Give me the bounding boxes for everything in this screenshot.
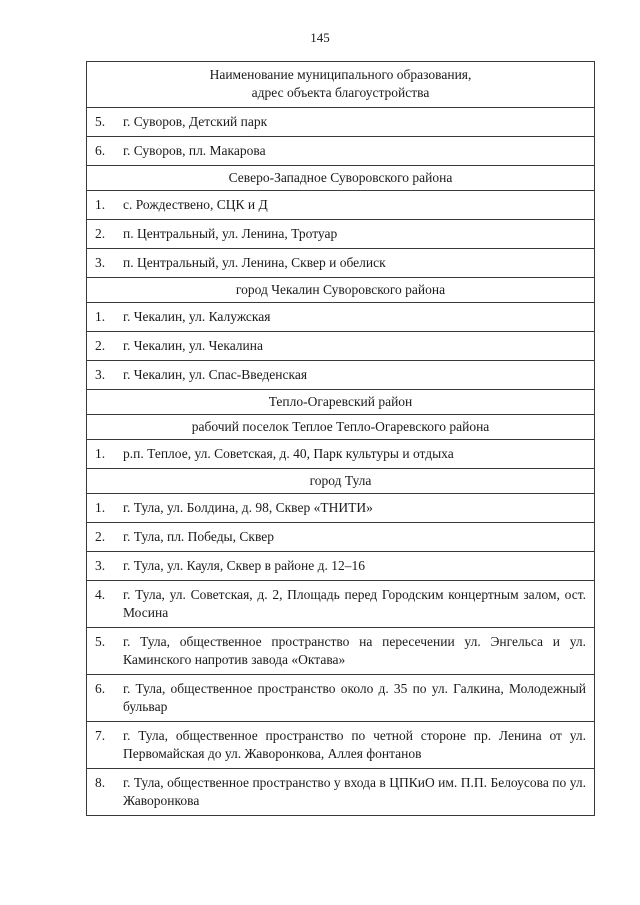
row-address: г. Тула, общественное пространство по четной стороне пр. Ленина от ул. Первомайская до ул. Жаворонкова, Аллея фонтанов <box>123 728 586 761</box>
row-number: 5. <box>95 114 106 129</box>
table-header-row <box>87 62 595 108</box>
table-cell <box>87 249 595 278</box>
table-row <box>87 440 595 469</box>
row-address: п. Центральный, ул. Ленина, Сквер и обелиск <box>123 255 386 270</box>
row-address: г. Суворов, Детский парк <box>123 114 268 129</box>
section-header-row <box>87 469 595 494</box>
row-number: 6. <box>95 143 106 158</box>
row-number: 2. <box>95 529 106 544</box>
row-number: 7. <box>95 728 106 743</box>
row-address: г. Чекалин, ул. Спас-Введенская <box>123 367 308 382</box>
row-number: 1. <box>95 500 106 515</box>
row-address: г. Тула, общественное пространство на пересечении ул. Энгельса и ул. Каминского напротив завода «Октава» <box>123 634 586 667</box>
table-cell <box>87 628 595 675</box>
section-title: Северо-Западное Суворовского района <box>87 166 595 191</box>
row-address: г. Чекалин, ул. Чекалина <box>123 338 263 353</box>
table-row <box>87 552 595 581</box>
table-row <box>87 137 595 166</box>
row-content <box>95 196 586 214</box>
row-address: г. Тула, общественное пространство около д. 35 по ул. Галкина, Молодежный бульвар <box>123 681 586 714</box>
page-number: 145 <box>310 30 330 45</box>
table-row <box>87 675 595 722</box>
table-cell <box>87 361 595 390</box>
section-title: город Чекалин Суворовского района <box>87 278 595 303</box>
row-content <box>95 499 586 517</box>
table-row <box>87 361 595 390</box>
row-address: с. Рождествено, СЦК и Д <box>123 197 268 212</box>
row-number: 1. <box>95 446 106 461</box>
row-address: г. Тула, пл. Победы, Сквер <box>123 529 274 544</box>
table-row <box>87 523 595 552</box>
row-number: 3. <box>95 255 106 270</box>
row-content <box>95 633 586 669</box>
row-number: 3. <box>95 367 106 382</box>
table-row <box>87 628 595 675</box>
row-content <box>95 680 586 716</box>
row-content <box>95 225 586 243</box>
row-content <box>95 308 586 326</box>
row-address: г. Тула, ул. Болдина, д. 98, Сквер «ТНИТИ» <box>123 500 373 515</box>
row-content <box>95 557 586 575</box>
row-content <box>95 254 586 272</box>
section-header-row <box>87 166 595 191</box>
row-number: 2. <box>95 338 106 353</box>
row-content <box>95 774 586 810</box>
table-cell <box>87 303 595 332</box>
row-address: п. Центральный, ул. Ленина, Тротуар <box>123 226 338 241</box>
table-cell <box>87 769 595 816</box>
table-row <box>87 191 595 220</box>
row-number: 2. <box>95 226 106 241</box>
table-row <box>87 494 595 523</box>
table-cell <box>87 722 595 769</box>
table-cell <box>87 137 595 166</box>
table-row <box>87 249 595 278</box>
row-address: г. Чекалин, ул. Калужская <box>123 309 271 324</box>
row-content <box>95 586 586 622</box>
section-header-row <box>87 415 595 440</box>
header-line-2: адрес объекта благоустройства <box>251 85 430 100</box>
table-cell <box>87 523 595 552</box>
table-cell <box>87 552 595 581</box>
row-content <box>95 445 586 463</box>
row-address: г. Тула, общественное пространство у входа в ЦПКиО им. П.П. Белоусова по ул. Жаворонкова <box>123 775 586 808</box>
row-content <box>95 113 586 131</box>
row-number: 6. <box>95 681 106 696</box>
table-cell <box>87 191 595 220</box>
section-title: Тепло-Огаревский район <box>87 390 595 415</box>
table-row <box>87 108 595 137</box>
table-row <box>87 769 595 816</box>
section-header-row <box>87 390 595 415</box>
row-number: 1. <box>95 309 106 324</box>
row-content <box>95 142 586 160</box>
table-row <box>87 220 595 249</box>
row-content <box>95 366 586 384</box>
row-address: г. Суворов, пл. Макарова <box>123 143 266 158</box>
row-number: 8. <box>95 775 106 790</box>
row-number: 5. <box>95 634 106 649</box>
table-header-cell <box>87 62 595 108</box>
row-content <box>95 337 586 355</box>
header-line-1: Наименование муниципального образования, <box>209 67 472 82</box>
table-row <box>87 581 595 628</box>
table-cell <box>87 332 595 361</box>
table-row <box>87 303 595 332</box>
row-address: г. Тула, ул. Советская, д. 2, Площадь перед Городским концертным залом, ост. Мосина <box>123 587 586 620</box>
section-title: город Тула <box>87 469 595 494</box>
section-header-row <box>87 278 595 303</box>
table-cell <box>87 494 595 523</box>
table-row <box>87 722 595 769</box>
table-row <box>87 332 595 361</box>
table-cell <box>87 220 595 249</box>
row-address: р.п. Теплое, ул. Советская, д. 40, Парк культуры и отдыха <box>123 446 454 461</box>
table-cell <box>87 440 595 469</box>
objects-table <box>86 61 595 816</box>
row-number: 4. <box>95 587 106 602</box>
table-cell <box>87 108 595 137</box>
table-cell <box>87 675 595 722</box>
table-cell <box>87 581 595 628</box>
row-number: 1. <box>95 197 106 212</box>
row-address: г. Тула, ул. Кауля, Сквер в районе д. 12–16 <box>123 558 366 573</box>
row-content <box>95 528 586 546</box>
row-number: 3. <box>95 558 106 573</box>
section-title: рабочий поселок Теплое Тепло-Огаревского района <box>87 415 595 440</box>
row-content <box>95 727 586 763</box>
